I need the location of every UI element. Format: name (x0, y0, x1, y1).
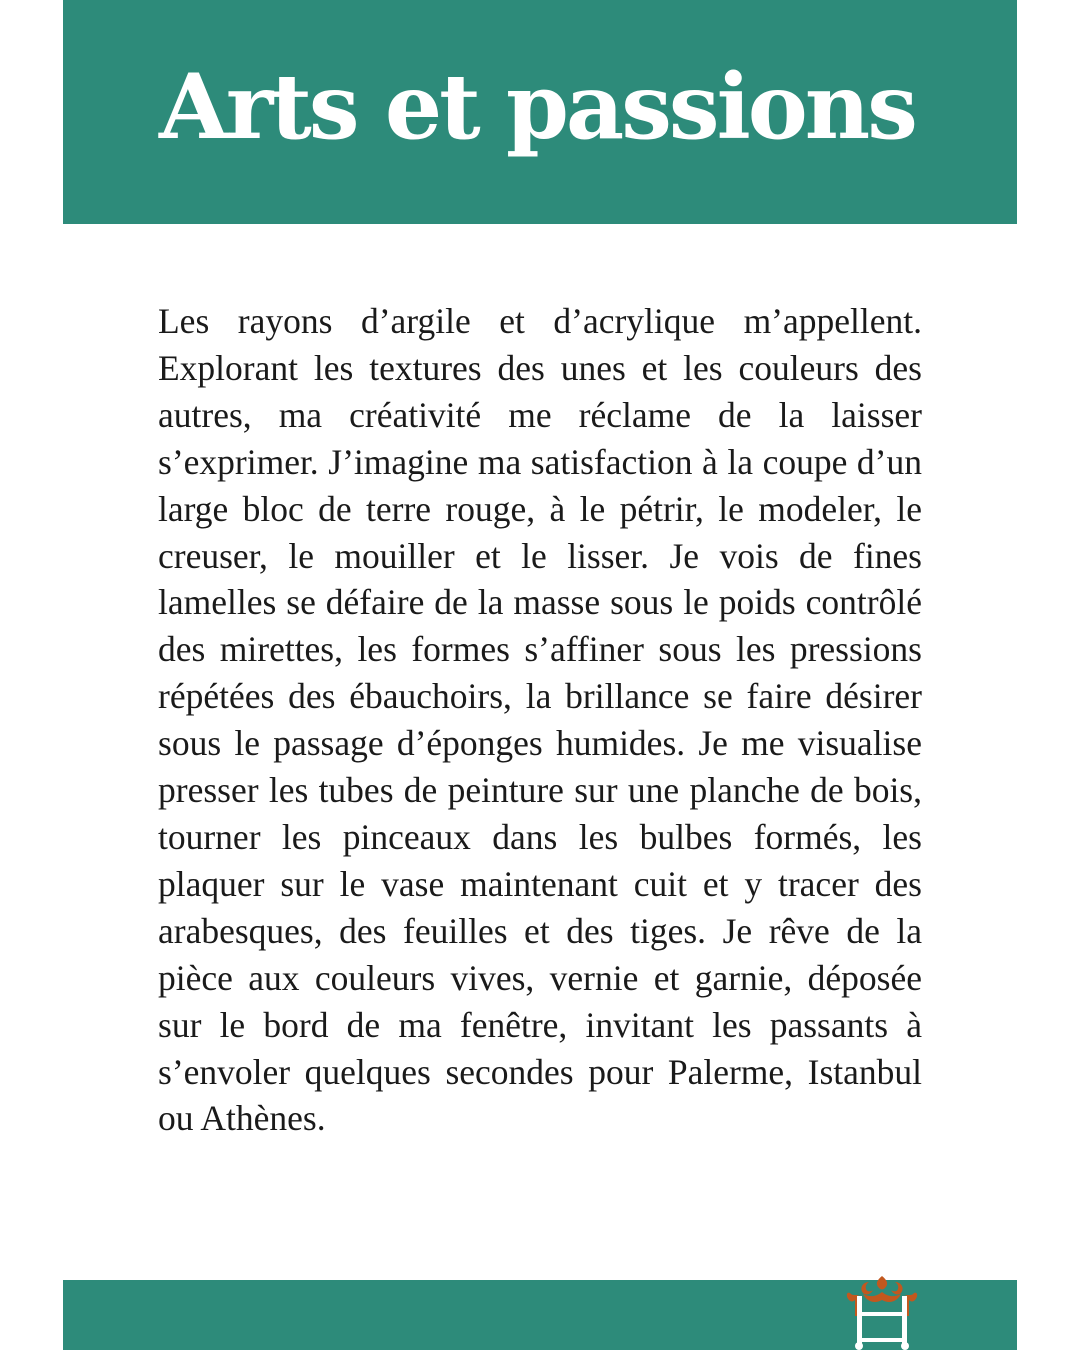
body-paragraph: Les rayons d’argile et d’acrylique m’appellent. Explorant les textures des unes et les couleurs des autres, ma créativité me réclame de la laisser s’exprimer. J’imagine ma satisfaction à la coupe d’un large bloc de terre rouge, à le pétrir, le modeler, le creuser, le mouiller et le lisser. Je vois de fines lamelles se défaire de la masse sous le poids contrôlé des mirettes, les formes s’affiner sous les pressions répétées des ébauchoirs, la brillance se faire désirer sous le passage d’éponges humides. Je me visualise presser les tubes de peinture sur une planche de bois, tourner les pinceaux dans les bulbes formés, les plaquer sur le vase maintenant cuit et y tracer des arabesques, des feuilles et des tiges. Je rêve de la pièce aux couleurs vives, vernie et garnie, déposée sur le bord de ma fenêtre, invitant les passants à s’envoler quelques secondes pour Palerme, Istanbul ou Athènes. (158, 301, 922, 1139)
footer-band (63, 1280, 1017, 1350)
ornamental-logo-icon (841, 1272, 923, 1350)
page-title: Arts et passions (159, 54, 915, 160)
header-band (63, 0, 1017, 224)
